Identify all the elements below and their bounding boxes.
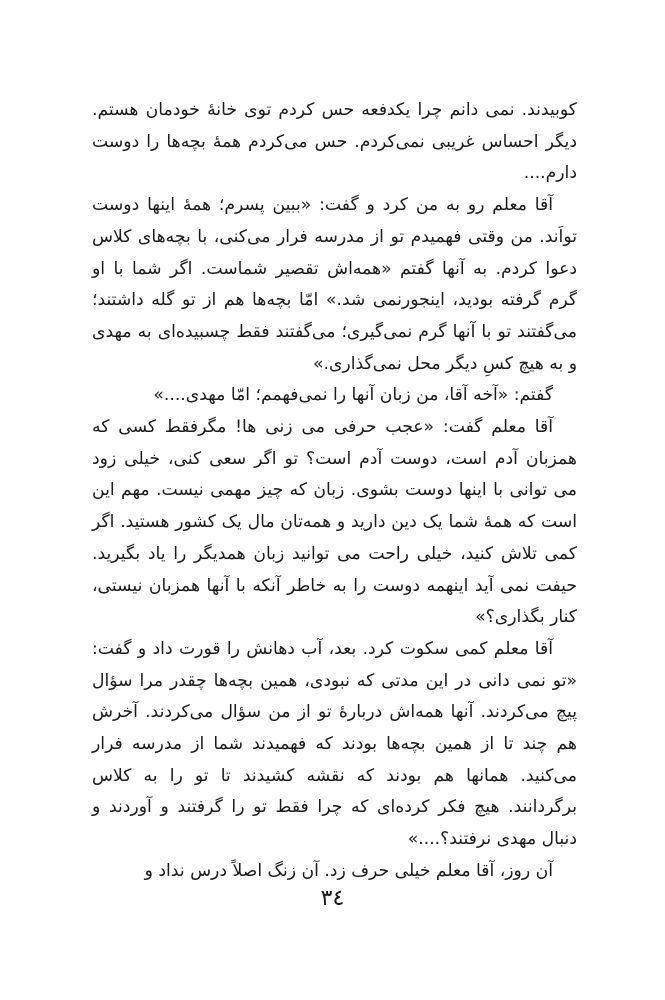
paragraph-continuation: کوبیدند. نمی دانم چرا یکدفعه حس کردم توی خانهٔ خودمان هستم. دیگر احساس غریبی نمی‌کردم. حس می‌کردم همهٔ بچه‌ها را دوست دارم.... (92, 100, 577, 184)
paragraph-teacher-explanation: آقا معلم کمی سکوت کرد. بعد، آب دهانش را قورت داد و گفت: «تو نمی دانی در این مدتی که نبودی، همین بچه‌ها چقدر مرا سؤال پیچ می‌کردند. آنها همه‌اش دربارهٔ تو از من سؤال می‌کردند. آخرش هم چند تا از همین بچه‌ها بودند که فهمیدند شما از مدرسه فرار می‌کنید. همانها هم بودند که نقشه کشیدند تا تو را به کلاس برگردانند. هیچ فکر کرده‌ای که چرا فقط تو را گرفتند و آوردند و دنبال مهدی نرفتند؟....» (92, 638, 577, 850)
paragraph-teacher-response: آقا معلم گفت: «عجب حرفی می زنی ها! مگرفقط کسی که همزبان آدم است، دوست آدم است؟ تو اگر سعی کنی، خیلی زود می توانی با اینها دوست بشوی. زبان که چیز مهمی نیست. مهم این است که همهٔ شما یک دین دارید و همه‌تان مال یک کشور هستید. اگر کمی تلاش کنید، خیلی راحت می توانید زبان همدیگر را یاد بگیرید. حیفت نمی آید اینهمه دوست را به خاطر آنکه با آنها همزبان نیستی، کنار بگذاری؟» (92, 417, 577, 628)
page-number: ۳٤ (320, 886, 345, 911)
paragraph-reply: گفتم: «آخه آقا، من زبان آنها را نمی‌فهمم؛ امّا مهدی....» (153, 385, 553, 406)
paragraph-closing: آن روز، آقا معلم خیلی حرف زد. آن زنگ اصلاً درس نداد و (144, 860, 553, 881)
body-text (92, 95, 577, 888)
paragraph-teacher-speech: آقا معلم رو به من کرد و گفت: «ببین پسرم؛ همهٔ اینها دوست تواَند. من وقتی فهمیدم تو از مدرسه فرار می‌کنی، با بچه‌های کلاس دعوا کردم. به آنها گفتم «همه‌اش تقصیر شماست. اگر شما با او گرم گرفته بودید، اینجورنمی شد.» امّا بچه‌ها هم از تو گله داشتند؛ می‌گفتند تو با آنها گرم نمی‌گیری؛ می‌گفتند فقط چسبیده‌ای به مهدی و به هیچ کسِ دیگر محل نمی‌گذاری.» (92, 195, 577, 374)
